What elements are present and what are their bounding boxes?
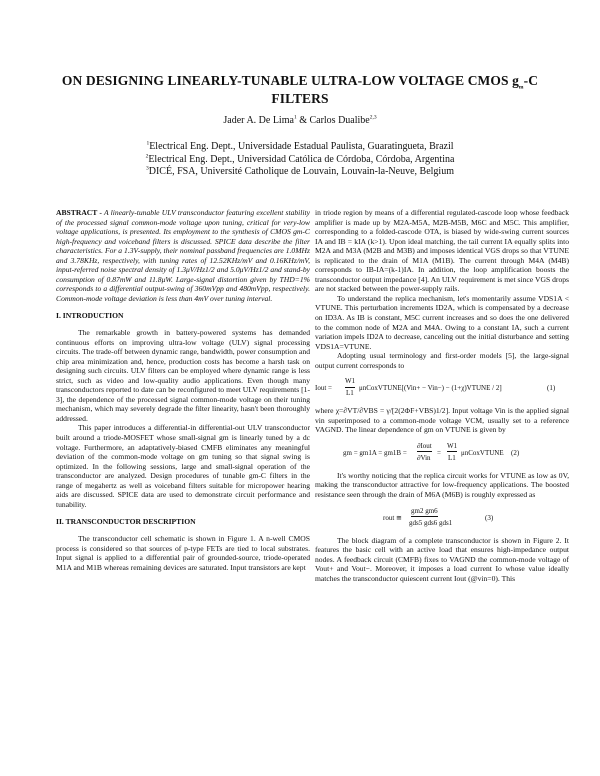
paragraph: Adopting usual terminology and first-order models [5], the large-signal output current corresponds to <box>315 351 569 370</box>
paragraph: in triode region by means of a differential regulated-cascode loop whose feedback amplifier is made up by M2A-M5A, M2B-M5B, M6C and M5C. This amplifier, corresponding to a folded-cascode OTA, is biased by wide-swing current sources IA and IB = kIA (k>1). Upon ideal matching, the tail current IA equally splits into M2A and M3A (M2B and M3B) and imposes identical VGS drops so that VTUNE is replicated to the drain of M1A (M1B). The current through M4A (M4B) corresponds to IB-IA=(k-1)IA. In addition, the loop amplification boosts the transconductor output impedance [4]. An ULV requirement is met since VGS drops are not stacked between the power-supply rails. <box>315 208 569 294</box>
right-column <box>315 208 569 583</box>
paragraph: The remarkable growth in battery-powered systems has demanded continuous efforts on improving ultra-low voltage (ULV) signal processing circuits. The trade-off between dynamic range, bandwidth, power consumption and chip area minimization and, hence, production costs has become a harsh task on designing such circuits. ULV filters can be employed where dynamic range is less strict, such as video and low-quality audio applications. Even though many transconductors reported to date can be reconfigured to meet ULV requirements [1-3], the dependence of the processed signal common-mode voltage on their tuning mechanism, which may severely degrade the filter linearity, hasn't been thoroughly addressed. <box>56 328 310 423</box>
paragraph: It's worthy noticing that the replica circuit works for VTUNE as low as 0V, making the transconductor attractive for low-frequency applications. The boosted resistance seen through the drain of M6A (M6B) is roughly expressed as <box>315 470 569 500</box>
affiliations <box>40 141 560 179</box>
equation-2: gm = gm1A = gm1B = ∂Iout ∂Vin = W1 L1 μnCoxVTUNE (2) <box>343 441 520 462</box>
equation-3: rout ≅ gm2 gm6 gds5 gds6 gds1 (3) <box>383 506 494 527</box>
author-line: Jader A. De Lima$^1$ & Carlos Dualibe$^{2,3}$ <box>223 114 377 126</box>
paper-title: ON DESIGNING LINEARLY-TUNABLE ULTRA-LOW VOLTAGE CMOS $g_m-C$ FILTERS <box>61 73 539 106</box>
affiliation-2: $^2$Electrical Eng. Dept., Universidad Católica de Córdoba, Córdoba, Argentina <box>145 153 455 165</box>
abstract: ABSTRACT - A linearly-tunable ULV transconductor featuring excellent stability of the processed signal common-mode voltage upon tuning, critical for very-low voltage applications, is presented. Its employment to the synthesis of CMOS gm-C high-frequency and voiceband filters is discussed. SPICE data describe the filter characteristics. For a 1.3V-supply, their nominal passband frequencies are 1.0MHz and 3.78KHz, respectively, with tuning rates of 12.52KHz/mV and 0.16KHz/mV, input-referred noise spectral density of 1.3μV/Hz1/2 and 5.0μV/Hz1/2 and stand-by consumption of 0.87mW and 11.8μW. Large-signal distortion given by THD=1% corresponds to a differential output-swing of 360mVpp and 480mVpp, respectively. Common-mode voltage deviation is less than 4mV over tuning interval. <box>56 208 310 303</box>
section-heading-transconductor: II. TRANSCONDUCTOR DESCRIPTION <box>56 517 196 527</box>
affiliation-3: $^3$DICÉ, FSA, Université Catholique de Louvain, Louvain-la-Neuve, Belgium <box>146 165 454 177</box>
paragraph: where χ=∂VT/∂VBS = γ/[2(2ΦF+VBS)1/2]. Input voltage Vin is the applied signal vin superimposed to a common-mode voltage VCM, usually set to a reference VAGND. The linear dependence of gm on VTUNE is given by <box>315 406 569 435</box>
paragraph: The block diagram of a complete transconductor is shown in Figure 2. It features the basic cell with an active load that ensures high-impedance output nodes. A feedback circuit (CMFB) fixes to VAGND the common-mode voltage of Vout+ and Vout−. Moreover, it imposes a load current Io whose value ideally matches the transconductor quiescent current Iout (@vin=0). This <box>315 535 569 583</box>
equation-1: Iout = W1 L1 μnCoxVTUNE[(Vin+ − Vin−) − (1+χ)VTUNE / 2] (1) <box>315 377 556 398</box>
paragraph: This paper introduces a differential-in differential-out ULV transconductor built around a triode-MOSFET whose small-signal gm is linearly tuned by a dc voltage. Furthermore, an adaptatively-biased CMFB eliminates any meaningful deviation of the common-mode voltage on gm tuning so that signal swing is optimized. In the following sessions, large and small-signal operation of the transconductor are analyzed. Design procedures of tunable gm-C filters in the range of megahertz as well as voiceband filters suitable for micropower hearing aids are discussed. SPICE data are used to demonstrate circuit performance and tunability. <box>56 423 310 509</box>
paragraph: The transconductor cell schematic is shown in Figure 1. A n-well CMOS process is considered so that sources of p-type FETs are tied to local substrates. Input signal is applied to a differential pair of grounded-source, triode-operated M1A and M1B whereas remaining devices are saturated. Input transistors are kept <box>56 533 310 572</box>
section-heading-introduction: I. INTRODUCTION <box>56 311 124 321</box>
left-column <box>56 208 310 572</box>
affiliation-1: $^1$Electrical Eng. Dept., Universidade Estadual Paulista, Guaratingueta, Brazil <box>146 140 454 152</box>
paragraph: To understand the replica mechanism, let's momentarily assume VDS1A < VTUNE. This perturbation increments ID2A, which is compensated by a decrease on ID3A. As IB is constant, M5C current increases and so does the one delivered to the common node of M2A and M4A. Owing to a constant IA, such a current variation impels ID2A to decrease, canceling out the initial disturbance and setting VDS1A=VTUNE. <box>315 293 569 351</box>
